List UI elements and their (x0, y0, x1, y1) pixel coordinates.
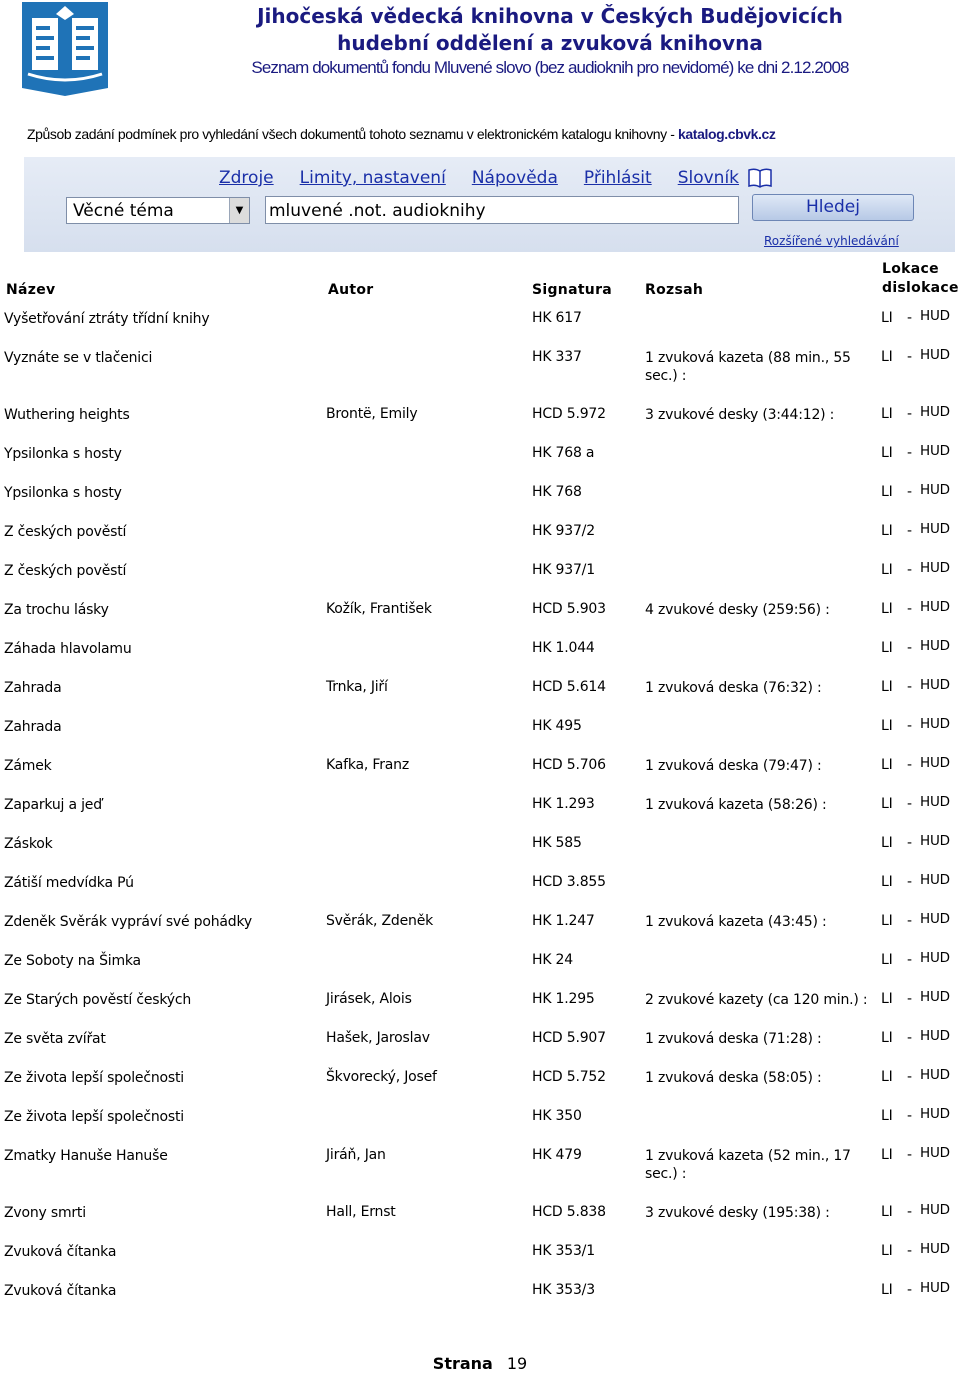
row-dislocation: HUD (920, 872, 950, 888)
row-separator: - (907, 718, 912, 734)
row-separator: - (907, 952, 912, 968)
row-separator: - (907, 523, 912, 539)
row-title: Ypsilonka s hosty (4, 485, 122, 501)
table-row (0, 476, 960, 515)
chevron-down-icon[interactable]: ▼ (229, 198, 249, 223)
row-location: LI (881, 445, 893, 461)
row-location: LI (881, 484, 893, 500)
row-separator: - (907, 1204, 912, 1220)
row-author: Brontë, Emily (326, 406, 418, 422)
document-list (0, 302, 960, 1313)
row-signature: HK 585 (532, 835, 582, 851)
row-extent: 3 zvukové desky (3:44:12) : (645, 407, 835, 423)
row-dislocation: HUD (920, 833, 950, 849)
row-extent: 1 zvuková kazeta (88 min., 55 sec.) : (645, 350, 851, 384)
row-location: LI (881, 874, 893, 890)
row-extent: 1 zvuková deska (76:32) : (645, 680, 822, 696)
search-field-select[interactable] (66, 197, 250, 224)
row-title: Zátiší medvídka Pú (4, 875, 134, 891)
row-location: LI (881, 991, 893, 1007)
row-separator: - (907, 562, 912, 578)
row-extent: 1 zvuková deska (79:47) : (645, 758, 822, 774)
row-title: Ypsilonka s hosty (4, 446, 122, 462)
row-title: Ze Starých pověstí českých (4, 992, 192, 1008)
table-row (0, 905, 960, 944)
row-title: Zvony smrti (4, 1205, 86, 1221)
row-location: LI (881, 1108, 893, 1124)
row-dislocation: HUD (920, 911, 950, 927)
row-extent: 1 zvuková kazeta (58:26) : (645, 797, 827, 813)
header-title: Jihočeská vědecká knihovna v Českých Budějovicích (257, 4, 843, 28)
row-signature: HK 495 (532, 718, 582, 734)
page-footer (0, 1354, 960, 1373)
row-signature: HK 24 (532, 952, 573, 968)
row-location: LI (881, 523, 893, 539)
search-instructions (27, 126, 957, 142)
book-icon[interactable] (747, 167, 773, 189)
row-extent: 1 zvuková deska (71:28) : (645, 1031, 822, 1047)
row-location: LI (881, 679, 893, 695)
table-row (0, 437, 960, 476)
row-extent: 1 zvuková kazeta (43:45) : (645, 914, 827, 930)
row-dislocation: HUD (920, 716, 950, 732)
row-separator: - (907, 874, 912, 890)
row-signature: HCD 3.855 (532, 874, 606, 890)
document-title: Seznam dokumentů fondu Mluvené slovo (bez audioknih pro nevidomé) ke dni 2.12.2008 (251, 58, 849, 77)
row-dislocation: HUD (920, 1202, 950, 1218)
row-extent: 3 zvukové desky (195:38) : (645, 1205, 830, 1221)
row-author: Trnka, Jiří (326, 679, 388, 695)
row-separator: - (907, 1069, 912, 1085)
instructions-text: Způsob zadání podmínek pro vyhledání všech dokumentů tohoto seznamu v elektronickém katalogu knihovny - (27, 126, 679, 142)
row-dislocation: HUD (920, 1145, 950, 1161)
row-location: LI (881, 1243, 893, 1259)
row-dislocation: HUD (920, 404, 950, 420)
row-title: Ze Soboty na Šimka (4, 953, 141, 969)
row-separator: - (907, 796, 912, 812)
catalog-search-screenshot (24, 157, 955, 252)
row-separator: - (907, 1108, 912, 1124)
row-signature: HCD 5.752 (532, 1069, 606, 1085)
row-title: Zaparkuj a jeď (4, 797, 102, 813)
page-label: Strana (432, 1354, 493, 1373)
row-signature: HK 768 a (532, 445, 595, 461)
row-title: Zvuková čítanka (4, 1283, 117, 1299)
row-dislocation: HUD (920, 1067, 950, 1083)
row-author: Škvorecký, Josef (326, 1069, 437, 1085)
search-button[interactable]: Hledej (752, 194, 914, 221)
row-signature: HK 479 (532, 1147, 582, 1163)
row-signature: HCD 5.614 (532, 679, 606, 695)
row-title: Zvuková čítanka (4, 1244, 117, 1260)
row-author: Kožík, František (326, 601, 432, 617)
row-location: LI (881, 562, 893, 578)
row-location: LI (881, 601, 893, 617)
row-separator: - (907, 835, 912, 851)
header-location-col: Lokace (882, 261, 939, 277)
header-title-col: Název (6, 282, 56, 298)
nav-slovnik[interactable]: Slovník (677, 168, 740, 188)
row-location: LI (881, 757, 893, 773)
header-dislocation-col: dislokace (882, 280, 959, 296)
nav-prihlasit[interactable]: Přihlásit (583, 168, 652, 188)
row-author: Jirásek, Alois (326, 991, 412, 1007)
page-number: 19 (506, 1354, 528, 1373)
row-dislocation: HUD (920, 1280, 950, 1296)
row-separator: - (907, 757, 912, 773)
row-dislocation: HUD (920, 1106, 950, 1122)
table-row (0, 593, 960, 632)
row-signature: HK 937/1 (532, 562, 595, 578)
row-separator: - (907, 1030, 912, 1046)
row-location: LI (881, 1147, 893, 1163)
row-extent: 4 zvukové desky (259:56) : (645, 602, 830, 618)
row-separator: - (907, 349, 912, 365)
row-author: Hašek, Jaroslav (326, 1030, 430, 1046)
row-location: LI (881, 718, 893, 734)
row-title: Zahrada (4, 719, 62, 735)
row-title: Ze života lepší společnosti (4, 1070, 184, 1086)
row-author: Hall, Ernst (326, 1204, 396, 1220)
row-location: LI (881, 796, 893, 812)
row-signature: HK 350 (532, 1108, 582, 1124)
row-location: LI (881, 310, 893, 326)
nav-limity[interactable]: Limity, nastavení (299, 168, 446, 188)
row-title: Zdeněk Svěrák vypráví své pohádky (4, 914, 252, 930)
row-title: Ze života lepší společnosti (4, 1109, 184, 1125)
table-row (0, 1139, 960, 1196)
row-author: Svěrák, Zdeněk (326, 913, 434, 929)
row-signature: HK 1.295 (532, 991, 595, 1007)
header-signature-col: Signatura (532, 282, 613, 298)
row-dislocation: HUD (920, 950, 950, 966)
search-input[interactable]: mluvené .not. audioknihy (265, 196, 739, 224)
table-row (0, 1022, 960, 1061)
row-location: LI (881, 835, 893, 851)
search-field-value: Věcné téma (73, 201, 174, 221)
row-signature: HK 1.293 (532, 796, 595, 812)
row-dislocation: HUD (920, 599, 950, 615)
row-dislocation: HUD (920, 308, 950, 324)
row-title: Záskok (4, 836, 53, 852)
row-separator: - (907, 601, 912, 617)
table-row (0, 788, 960, 827)
row-location: LI (881, 1282, 893, 1298)
row-signature: HCD 5.972 (532, 406, 606, 422)
header-author-col: Autor (328, 282, 374, 298)
row-extent: 1 zvuková kazeta (52 min., 17 sec.) : (645, 1148, 851, 1182)
row-separator: - (907, 679, 912, 695)
row-signature: HK 768 (532, 484, 582, 500)
table-row (0, 1235, 960, 1274)
row-separator: - (907, 1282, 912, 1298)
nav-napoveda[interactable]: Nápověda (471, 168, 558, 188)
table-row (0, 827, 960, 866)
row-title: Ze světa zvířat (4, 1031, 106, 1047)
row-location: LI (881, 406, 893, 422)
catalog-link[interactable]: katalog.cbvk.cz (678, 126, 776, 142)
nav-zdroje[interactable]: Zdroje (219, 168, 274, 188)
row-signature: HCD 5.907 (532, 1030, 606, 1046)
row-signature: HCD 5.838 (532, 1204, 606, 1220)
row-title: Za trochu lásky (4, 602, 109, 618)
row-extent: 2 zvukové kazety (ca 120 min.) : (645, 992, 868, 1008)
row-location: LI (881, 1069, 893, 1085)
row-signature: HK 353/1 (532, 1243, 595, 1259)
row-title: Vyznáte se v tlačenici (4, 350, 153, 366)
row-signature: HCD 5.706 (532, 757, 606, 773)
row-location: LI (881, 349, 893, 365)
row-location: LI (881, 640, 893, 656)
row-signature: HK 617 (532, 310, 582, 326)
row-signature: HK 1.044 (532, 640, 595, 656)
row-dislocation: HUD (920, 638, 950, 654)
row-dislocation: HUD (920, 989, 950, 1005)
row-title: Zámek (4, 758, 52, 774)
row-signature: HK 337 (532, 349, 582, 365)
row-title: Z českých pověstí (4, 563, 127, 579)
table-row (0, 710, 960, 749)
table-row (0, 983, 960, 1022)
row-dislocation: HUD (920, 1241, 950, 1257)
row-dislocation: HUD (920, 794, 950, 810)
row-dislocation: HUD (920, 755, 950, 771)
table-row (0, 398, 960, 437)
row-location: LI (881, 1030, 893, 1046)
row-separator: - (907, 310, 912, 326)
row-signature: HK 1.247 (532, 913, 595, 929)
row-location: LI (881, 1204, 893, 1220)
row-separator: - (907, 445, 912, 461)
row-title: Vyšetřování ztráty třídní knihy (4, 311, 210, 327)
row-dislocation: HUD (920, 482, 950, 498)
row-dislocation: HUD (920, 677, 950, 693)
row-dislocation: HUD (920, 443, 950, 459)
row-dislocation: HUD (920, 1028, 950, 1044)
table-row (0, 554, 960, 593)
row-location: LI (881, 913, 893, 929)
row-separator: - (907, 991, 912, 1007)
advanced-search-link[interactable]: Rozšířené vyhledávání (764, 234, 899, 248)
row-separator: - (907, 484, 912, 500)
row-separator: - (907, 1147, 912, 1163)
row-separator: - (907, 913, 912, 929)
table-row (0, 749, 960, 788)
table-row (0, 1061, 960, 1100)
row-signature: HK 353/3 (532, 1282, 595, 1298)
table-row (0, 671, 960, 710)
table-row (0, 1274, 960, 1313)
table-row (0, 515, 960, 554)
row-separator: - (907, 406, 912, 422)
row-location: LI (881, 952, 893, 968)
row-dislocation: HUD (920, 347, 950, 363)
row-title: Zahrada (4, 680, 62, 696)
row-title: Zmatky Hanuše Hanuše (4, 1148, 168, 1164)
table-row (0, 866, 960, 905)
row-separator: - (907, 640, 912, 656)
row-signature: HK 937/2 (532, 523, 595, 539)
row-author: Kafka, Franz (326, 757, 409, 773)
table-row (0, 302, 960, 341)
row-signature: HCD 5.903 (532, 601, 606, 617)
row-dislocation: HUD (920, 521, 950, 537)
row-extent: 1 zvuková deska (58:05) : (645, 1070, 822, 1086)
table-row (0, 1100, 960, 1139)
table-row (0, 632, 960, 671)
table-row (0, 341, 960, 398)
header-extent-col: Rozsah (645, 282, 704, 298)
catalog-nav (219, 165, 773, 191)
table-row (0, 1196, 960, 1235)
row-separator: - (907, 1243, 912, 1259)
row-title: Wuthering heights (4, 407, 130, 423)
library-logo (22, 2, 108, 96)
row-author: Jiráň, Jan (326, 1147, 386, 1163)
header-subtitle: hudební oddělení a zvuková knihovna (337, 31, 763, 55)
row-title: Záhada hlavolamu (4, 641, 132, 657)
row-title: Z českých pověstí (4, 524, 127, 540)
row-dislocation: HUD (920, 560, 950, 576)
table-row (0, 944, 960, 983)
